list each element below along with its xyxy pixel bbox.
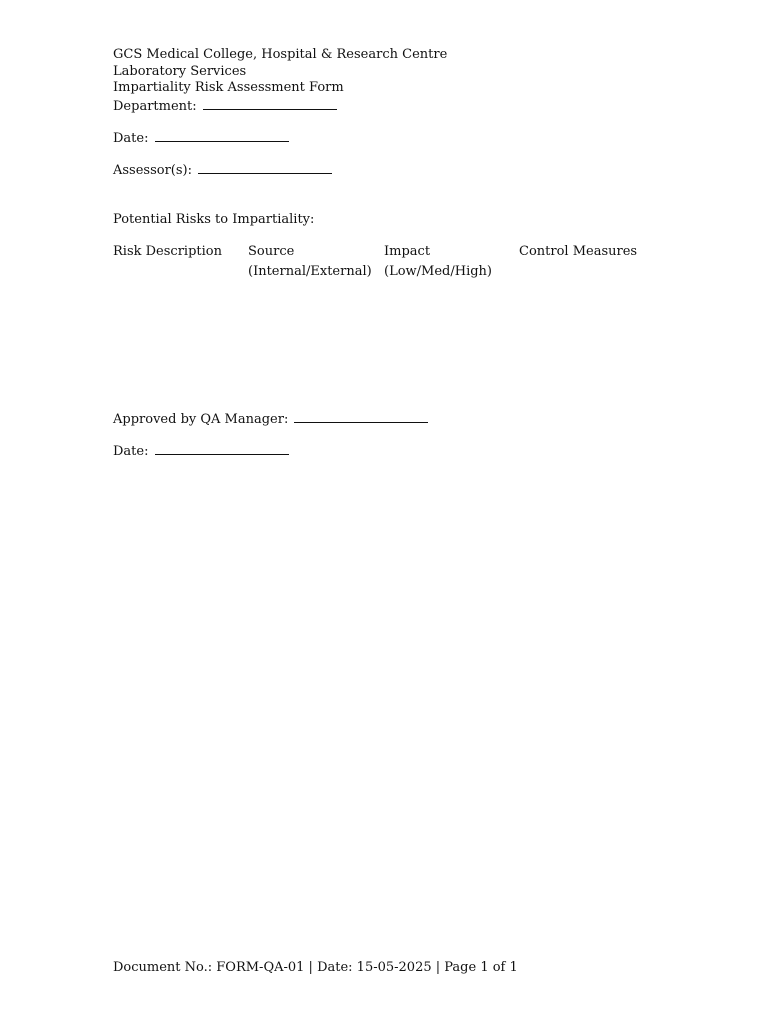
assessors-blank[interactable] [198, 161, 332, 174]
department-field [113, 97, 337, 115]
column-impact [384, 242, 492, 282]
unit-name: Laboratory Services [113, 64, 247, 79]
approved-by-field [113, 410, 428, 428]
assessors-label: Assessor(s): [113, 163, 193, 178]
column-header-line2: (Low/Med/High) [384, 264, 493, 279]
column-header-line1: Risk Description [113, 244, 222, 259]
assessors-field [113, 161, 332, 179]
approved-by-blank[interactable] [294, 410, 428, 423]
date-label: Date: [113, 131, 149, 146]
approved-by-label: Approved by QA Manager: [113, 412, 289, 427]
column-control-measures [519, 242, 637, 262]
approval-date-field [113, 442, 289, 460]
column-header-line2: (Internal/External) [248, 264, 372, 279]
form-title: Impartiality Risk Assessment Form [113, 80, 344, 95]
column-header-line1: Impact [384, 244, 431, 259]
date-blank[interactable] [155, 129, 289, 142]
department-label: Department: [113, 99, 197, 114]
column-risk-description [113, 242, 222, 262]
document-footer: Document No.: FORM-QA-01 | Date: 15-05-2025 | Page 1 of 1 [113, 960, 518, 975]
department-blank[interactable] [203, 97, 337, 110]
approval-date-blank[interactable] [155, 442, 289, 455]
approval-date-label: Date: [113, 444, 149, 459]
column-source [248, 242, 372, 282]
institution-name: GCS Medical College, Hospital & Research Centre [113, 47, 448, 62]
risks-heading: Potential Risks to Impartiality: [113, 212, 315, 227]
column-header-line1: Source [248, 244, 295, 259]
column-header-line1: Control Measures [519, 244, 638, 259]
date-field [113, 129, 289, 147]
